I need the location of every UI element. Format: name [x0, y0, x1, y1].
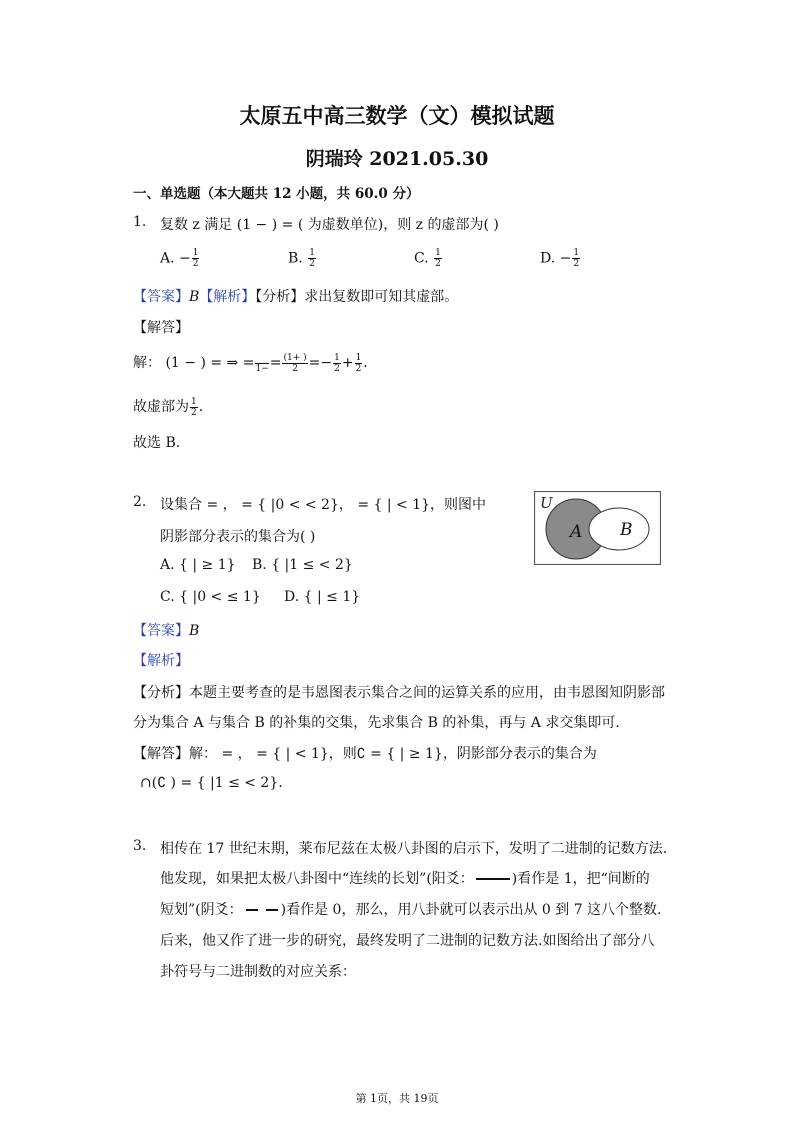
- set-b-ellipse: [589, 508, 649, 550]
- analysis-tag: 【解析】: [199, 289, 256, 305]
- operator: +: [341, 355, 354, 371]
- question-stem-line-1: 设集合 = ， = { |0 < < 2}， = { | < 1}，则图中: [160, 497, 487, 513]
- document-subtitle: 阴瑞玲 2021.05.30: [305, 148, 489, 170]
- option-b: [288, 248, 317, 269]
- option-a: A. { | ≥ 1}: [160, 557, 236, 573]
- text-segment: )看作是 0，那么，用八卦就可以表示出从 0 到 7 这八个整数.: [280, 902, 662, 918]
- answer-line: [133, 286, 458, 306]
- solution-line-2: ∩(∁ ) = { |1 ≤ < 2}.: [140, 775, 283, 791]
- fraction: $\frac{1}{2}$: [192, 248, 199, 269]
- document-title: 太原五中高三数学（文）模拟试题: [239, 103, 555, 128]
- question-line-3: [160, 899, 662, 919]
- analysis-text: 【分析】求出复数即可知其虚部。: [255, 289, 459, 305]
- equals: =: [269, 355, 282, 371]
- operator: =−: [308, 355, 333, 371]
- conclusion-line-2: 故选 B.: [133, 435, 181, 451]
- set-b-label: B: [620, 520, 633, 540]
- text-segment: 他发现，如果把太极八卦图中“连续的长划”(阳爻：: [160, 871, 474, 887]
- fraction: $\frac{1}{2}$: [573, 248, 580, 269]
- venn-diagram: [534, 491, 661, 565]
- universal-set-label: U: [540, 494, 553, 512]
- text-segment: )看作是 1，把“间断的: [511, 871, 650, 887]
- text-segment: 短划”(阴爻：: [160, 902, 243, 918]
- option-d: D. { | ≤ 1}: [284, 589, 361, 605]
- option-a: [160, 248, 200, 269]
- option-b: B. { |1 ≤ < 2}: [252, 557, 353, 573]
- answer-value: B: [189, 623, 200, 639]
- answer-line: [133, 620, 199, 640]
- question-stem: 复数 z 满足 (1 − ) = ( 为虚数单位)，则 z 的虚部为( ): [160, 217, 499, 233]
- analysis-tag: 【解析】: [133, 653, 189, 669]
- set-a-label: A: [570, 522, 583, 542]
- page-footer: 第 1页，共 19页: [355, 1092, 439, 1105]
- question-line-4: 后来，他又作了进一步的研究，最终发明了二进制的记数方法.如图给出了部分八: [160, 933, 655, 949]
- option-label: B.: [288, 250, 303, 267]
- solve-tag: 【解答】: [133, 320, 189, 336]
- solution-line-1: 【解答】解： = ， = { | < 1}，则∁ = { | ≥ 1}，阴影部分表示的集合为: [133, 746, 597, 762]
- question-number: 2.: [133, 494, 147, 510]
- yin-yao-symbol: [246, 902, 278, 918]
- answer-tag: 【答案】: [133, 623, 189, 639]
- fraction: $\frac{1}{2}$: [435, 248, 441, 269]
- option-label: C.: [414, 250, 429, 267]
- analysis-line-1: 【分析】本题主要考查的是韦恩图表示集合之间的运算关系的应用，由韦恩图知阴影部: [133, 685, 665, 701]
- fraction: $\frac{(1+ )}{2}$: [283, 352, 307, 374]
- analysis-line-2: 分为集合 A 与集合 B 的补集的交集，先求集合 B 的补集，再与 A 求交集即可.: [133, 715, 620, 731]
- fraction: $\frac{1}{2}$: [334, 352, 340, 374]
- answer-tag: 【答案】: [133, 289, 189, 305]
- fraction: 1−: [255, 353, 268, 374]
- punctuation: .: [198, 399, 204, 415]
- question-line-2: [160, 868, 650, 888]
- punctuation: ．: [363, 355, 378, 371]
- question-line-5: 卦符号与二进制数的对应关系：: [160, 964, 356, 980]
- option-c: C. { |0 < ≤ 1}: [160, 589, 261, 605]
- option-d: [540, 248, 581, 269]
- solution-line: [133, 352, 377, 374]
- solution-prefix: 解： (1 − ) = ⇒ =: [133, 355, 255, 371]
- option-label: D. −: [540, 250, 572, 267]
- conclusion-line-1: [133, 396, 203, 418]
- question-line-1: 相传在 17 世纪末期，莱布尼兹在太极八卦图的启示下，发明了二进制的记数方法.: [160, 841, 668, 857]
- yang-yao-symbol: [476, 878, 510, 880]
- section-heading: 一、单选题（本大题共 12 小题，共 60.0 分）: [133, 186, 420, 202]
- question-number: 1.: [133, 214, 147, 230]
- conclusion-text: 故虚部为: [133, 399, 189, 415]
- fraction: $\frac{1}{2}$: [309, 248, 315, 269]
- option-c: [414, 248, 443, 269]
- fraction: $\frac{1}{2}$: [355, 352, 362, 374]
- question-stem-line-2: 阴影部分表示的集合为( ): [160, 529, 316, 545]
- question-number: 3.: [133, 838, 147, 854]
- fraction: $\frac{1}{2}$: [191, 396, 197, 418]
- answer-value: B: [189, 289, 200, 305]
- option-label: A. −: [160, 250, 191, 267]
